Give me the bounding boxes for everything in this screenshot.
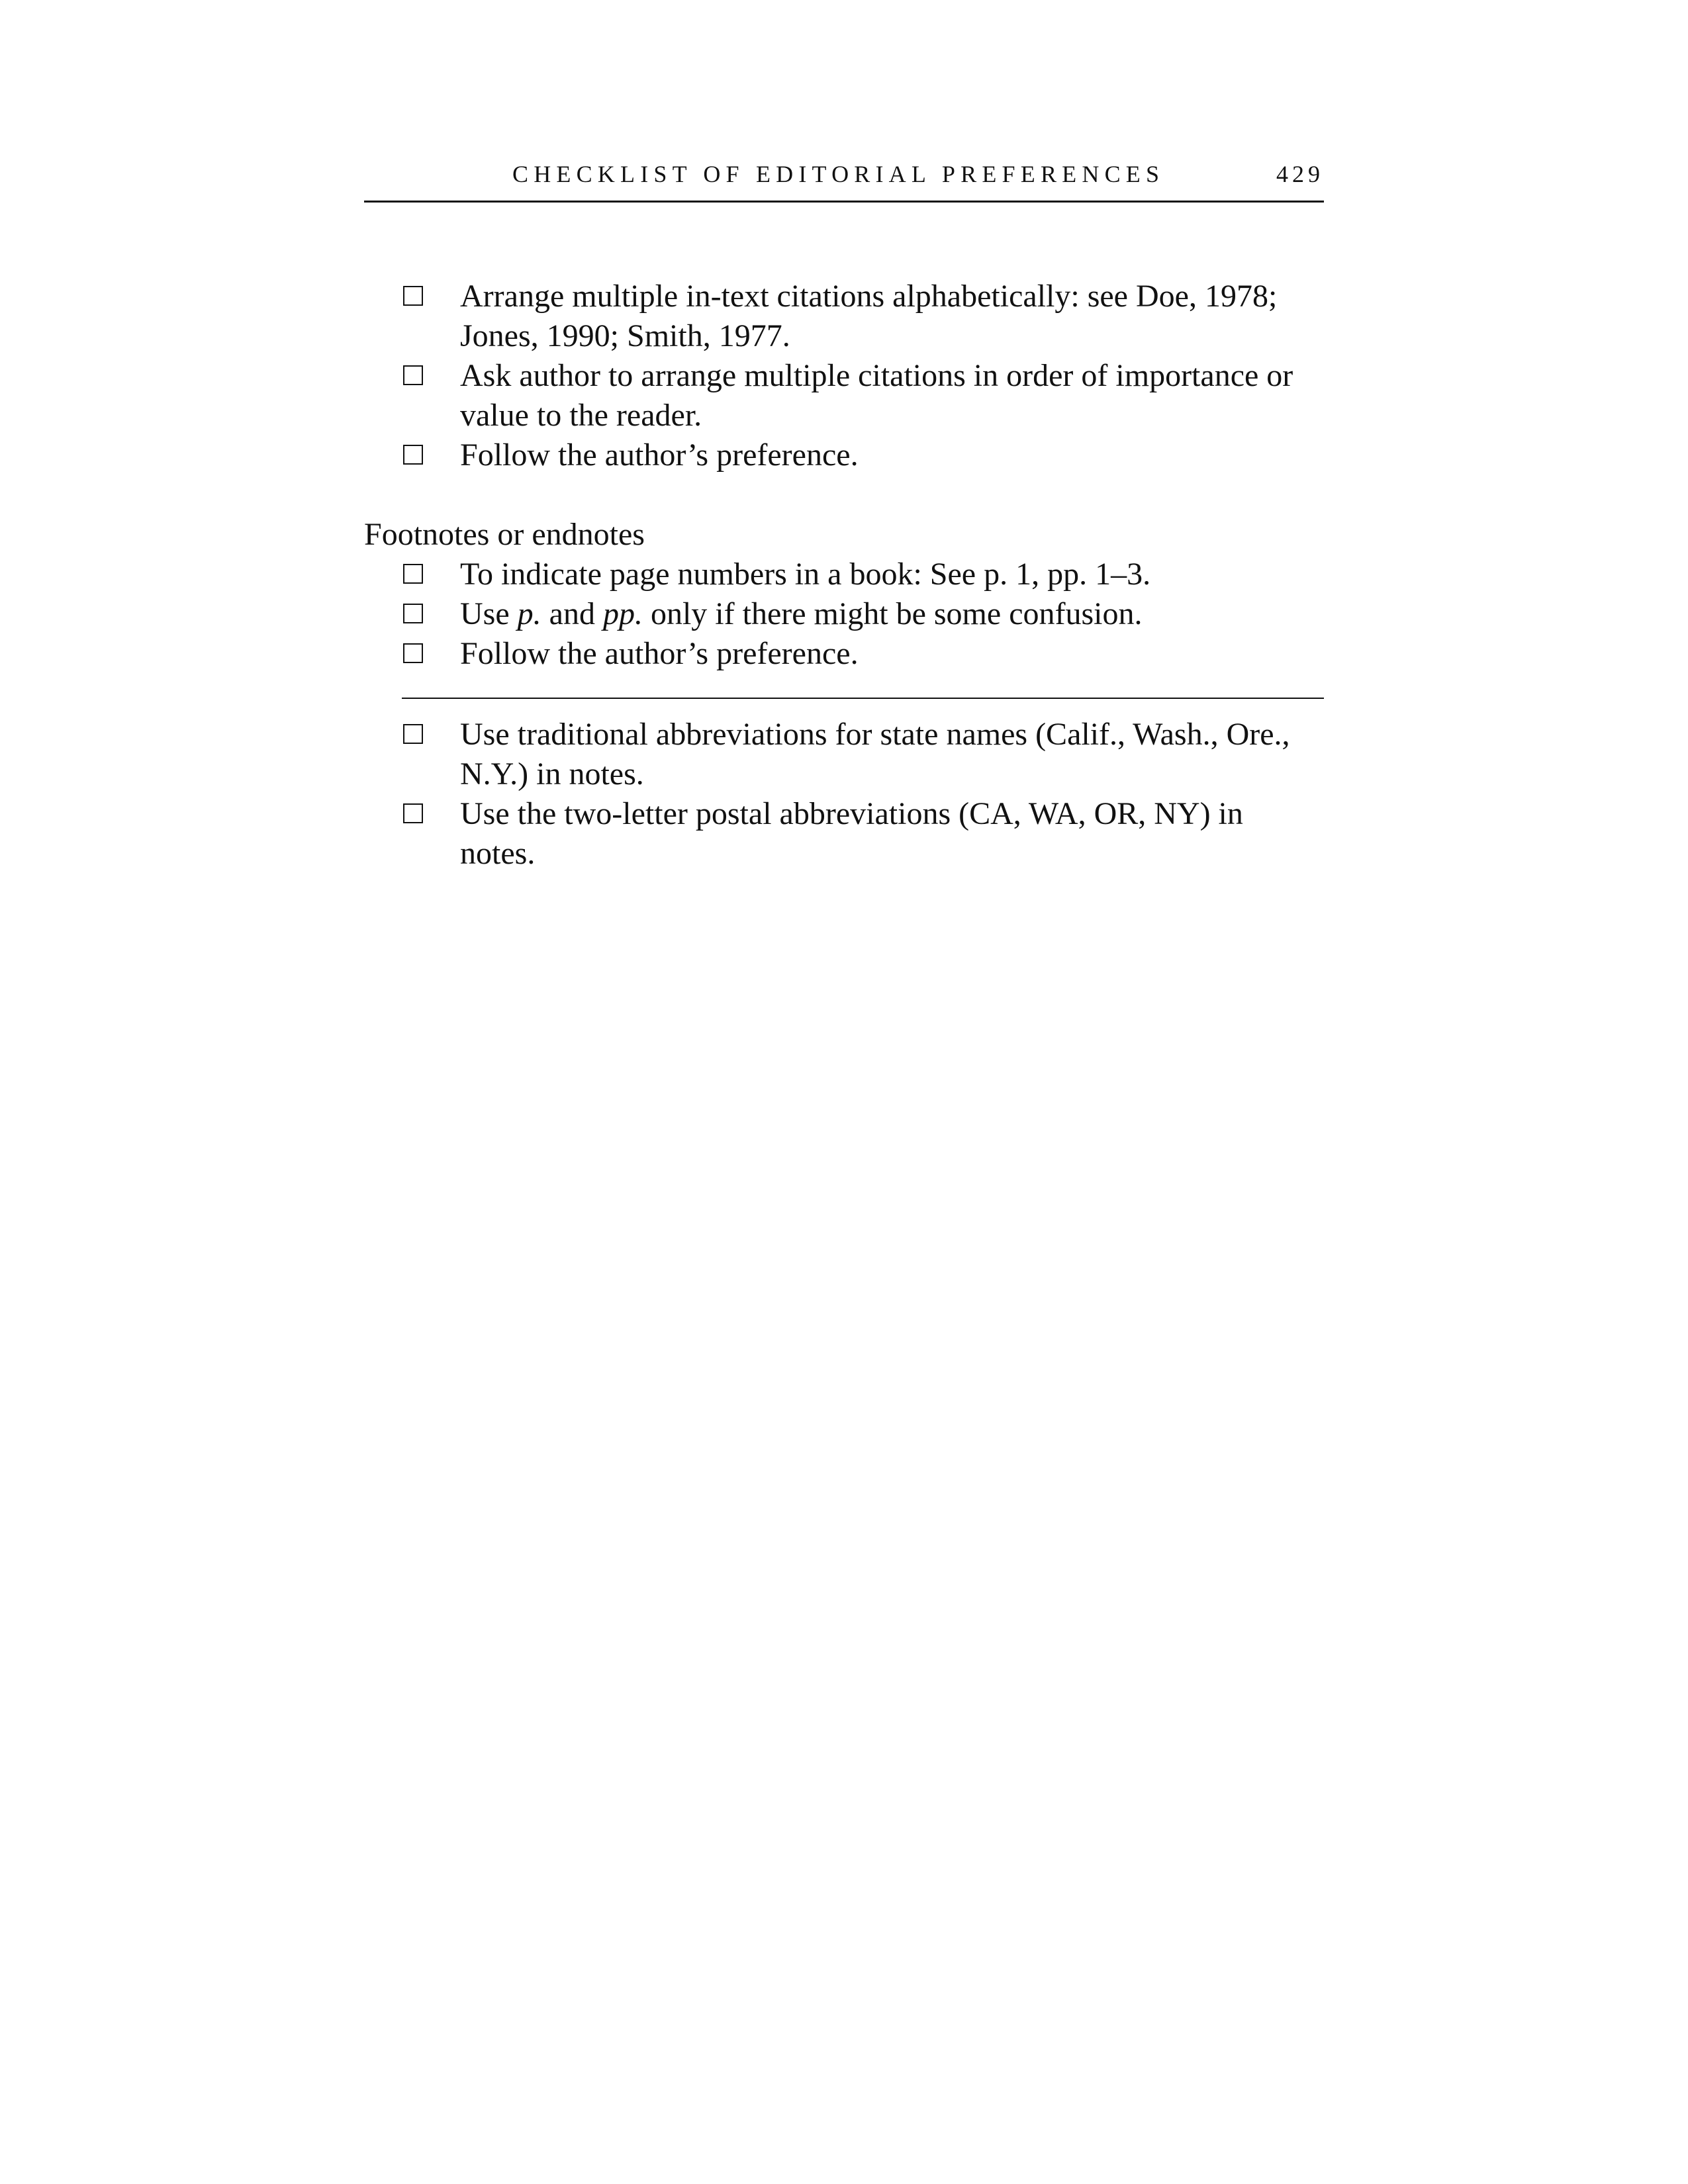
header-rule	[364, 201, 1324, 203]
checkbox[interactable]	[403, 803, 423, 823]
checkbox[interactable]	[403, 445, 423, 465]
state-abbreviation-checklist	[364, 715, 1324, 874]
checklist-item: Follow the author’s preference.	[364, 435, 1324, 475]
citation-order-checklist	[364, 277, 1324, 475]
checklist-item: Ask author to arrange multiple citations in order of importance or value to the reader.	[364, 356, 1324, 435]
checklist-item: Follow the author’s preference.	[364, 634, 1324, 674]
running-head	[364, 158, 1324, 197]
footnotes-checklist	[364, 555, 1324, 674]
checkbox[interactable]	[403, 604, 423, 623]
checklist-item: Use traditional abbreviations for state names (Calif., Wash., Ore., N.Y.) in notes.	[364, 715, 1324, 794]
checkbox[interactable]	[403, 365, 423, 385]
page-number: 429	[1276, 161, 1324, 187]
running-head-title: CHECKLIST OF EDITORIAL PREFERENCES	[512, 161, 1165, 187]
checkbox[interactable]	[403, 724, 423, 744]
section-heading-footnotes: Footnotes or endnotes	[364, 517, 645, 552]
checkbox[interactable]	[403, 286, 423, 306]
section-divider	[402, 698, 1324, 699]
checklist-item: To indicate page numbers in a book: See p. 1, pp. 1–3.	[364, 555, 1324, 594]
checkbox[interactable]	[403, 643, 423, 663]
checkbox[interactable]	[403, 564, 423, 584]
checklist-item: Use p. and pp. only if there might be some confusion.	[364, 594, 1324, 634]
checklist-item: Use the two-letter postal abbreviations (CA, WA, OR, NY) in notes.	[364, 794, 1324, 874]
checklist-item: Arrange multiple in-text citations alphabetically: see Doe, 1978; Jones, 1990; Smith, 1977.	[364, 277, 1324, 356]
